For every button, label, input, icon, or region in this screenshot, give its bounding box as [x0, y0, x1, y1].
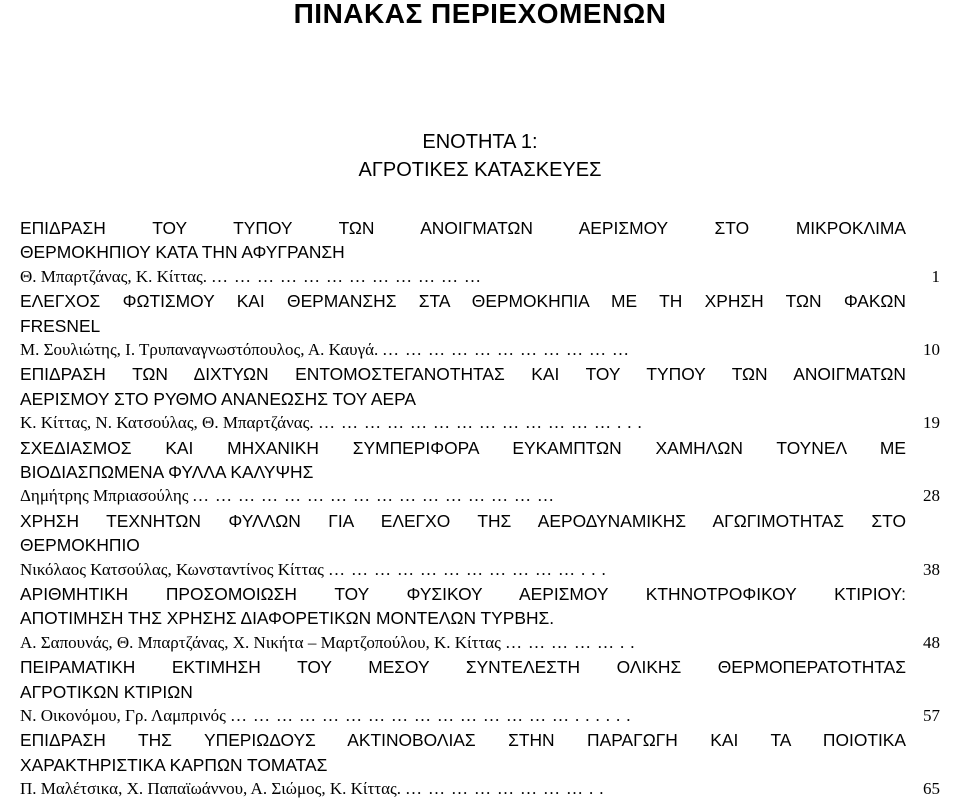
- entry-authors: Ν. Οικονόμου, Γρ. Λαμπρινός: [20, 706, 226, 726]
- entry-page-number: 57: [923, 706, 940, 726]
- entry-authors-line: [20, 411, 940, 435]
- dot-leader: ………………………………: [211, 266, 487, 286]
- dot-leader: ………………………………………......: [230, 706, 637, 726]
- entry-title-line: ΠΕΙΡΑΜΑΤΙΚΗ ΕΚΤΙΜΗΣΗ ΤΟΥ ΜΕΣΟΥ ΣΥΝΤΕΛΕΣΤΗ ΟΛΙΚΗΣ ΘΕΡΜΟΠΕΡΑΤΟΤΗΤΑΣ: [20, 657, 906, 678]
- entry-title-line: ΘΕΡΜΟΚΗΠΙΟ: [20, 535, 140, 556]
- entry-page-number: 1: [931, 266, 940, 286]
- entry-title-line: ΕΠΙΔΡΑΣΗ ΤΗΣ ΥΠΕΡΙΩΔΟΥΣ ΑΚΤΙΝΟΒΟΛΙΑΣ ΣΤΗΝ ΠΑΡΑΓΩΓΗ ΚΑΙ ΤΑ ΠΟΙΟΤΙΚΑ: [20, 730, 906, 751]
- section-number: ΕΝΟΤΗΤΑ 1:: [422, 131, 538, 153]
- dot-leader: …………………………………………: [192, 486, 560, 506]
- entry-page-number: 19: [923, 413, 940, 433]
- dot-leader: ……………………………: [382, 340, 635, 360]
- entry-title-line: ΘΕΡΜΟΚΗΠΙΟΥ ΚΑΤΑ ΤΗΝ ΑΦΥΓΡΑΝΣΗ: [20, 242, 345, 263]
- entry-title-line: ΧΡΗΣΗ ΤΕΧΝΗΤΩΝ ΦΥΛΛΩΝ ΓΙΑ ΕΛΕΓΧΟ ΤΗΣ ΑΕΡΟΔΥΝΑΜΙΚΗΣ ΑΓΩΓΙΜΟΤΗΤΑΣ ΣΤΟ: [20, 510, 906, 531]
- toc-entry: [20, 582, 940, 655]
- entry-authors: Θ. Μπαρτζάνας, Κ. Κίττας.: [20, 266, 208, 286]
- entry-title-line: ΒΙΟΔΙΑΣΠΩΜΕΝΑ ΦΥΛΛΑ ΚΑΛΥΨΗΣ: [20, 462, 314, 483]
- entry-authors: Νικόλαος Κατσούλας, Κωνσταντίνος Κίττας: [20, 559, 324, 579]
- toc-entry: [20, 509, 940, 582]
- page-title: ΠΙΝΑΚΑΣ ΠΕΡΙΕΧΟΜΕΝΩΝ: [293, 0, 667, 29]
- entry-page-number: 38: [923, 559, 940, 579]
- entry-authors: Δημήτρης Μπριασούλης: [20, 486, 189, 506]
- dot-leader: ……………………………...: [328, 559, 612, 579]
- entry-title-line: ΑΡΙΘΜΗΤΙΚΗ ΠΡΟΣΟΜΟΙΩΣΗ ΤΟΥ ΦΥΣΙΚΟΥ ΑΕΡΙΣΜΟΥ ΚΤΗΝΟΤΡΟΦΙΚΟΥ ΚΤΙΡΙΟΥ:: [20, 584, 906, 605]
- entry-page-number: 48: [923, 632, 940, 652]
- entry-authors-line: [20, 704, 940, 728]
- table-of-contents: [20, 216, 940, 802]
- entry-title-line: ΕΠΙΔΡΑΣΗ ΤΟΥ ΤΥΠΟΥ ΤΩΝ ΑΝΟΙΓΜΑΤΩΝ ΑΕΡΙΣΜΟΥ ΣΤΟ ΜΙΚΡΟΚΛΙΜΑ: [20, 218, 906, 238]
- entry-authors-line: [20, 631, 940, 655]
- dot-leader: ……………..: [505, 632, 641, 652]
- entry-authors: Α. Σαπουνάς, Θ. Μπαρτζάνας, Χ. Νικήτα – Μαρτζοπούλου, Κ. Κίττας: [20, 632, 501, 652]
- section-name: ΑΓΡΟΤΙΚΕΣ ΚΑΤΑΣΚΕΥΕΣ: [358, 159, 602, 181]
- entry-title-line: ΑΠΟΤΙΜΗΣΗ ΤΗΣ ΧΡΗΣΗΣ ΔΙΑΦΟΡΕΤΙΚΩΝ ΜΟΝΤΕΛΩΝ ΤΥΡΒΗΣ.: [20, 608, 555, 629]
- entry-title-line: ΑΕΡΙΣΜΟΥ ΣΤΟ ΡΥΘΜΟ ΑΝΑΝΕΩΣΗΣ ΤΟΥ ΑΕΡΑ: [20, 388, 417, 409]
- entry-title-line: ΕΠΙΔΡΑΣΗ ΤΩΝ ΔΙΧΤΥΩΝ ΕΝΤΟΜΟΣΤΕΓΑΝΟΤΗΤΑΣ ΚΑΙ ΤΟΥ ΤΥΠΟΥ ΤΩΝ ΑΝΟΙΓΜΑΤΩΝ: [20, 364, 906, 385]
- entry-authors-line: [20, 338, 940, 362]
- section-heading: [0, 128, 960, 184]
- entry-title-line: ΕΛΕΓΧΟΣ ΦΩΤΙΣΜΟΥ ΚΑΙ ΘΕΡΜΑΝΣΗΣ ΣΤΑ ΘΕΡΜΟΚΗΠΙΑ ΜΕ ΤΗ ΧΡΗΣΗ ΤΩΝ ΦΑΚΩΝ: [20, 291, 906, 312]
- toc-entry: [20, 436, 940, 509]
- entry-title-line: ΧΑΡΑΚΤΗΡΙΣΤΙΚΑ ΚΑΡΠΩΝ ΤΟΜΑΤΑΣ: [20, 754, 328, 775]
- entry-authors-line: [20, 265, 940, 289]
- entry-authors: Μ. Σουλιώτης, Ι. Τρυπαναγνωστόπουλος, Α. Καυγά.: [20, 340, 379, 360]
- toc-entry: [20, 728, 940, 801]
- dot-leader: ……………………..: [405, 779, 610, 799]
- entry-authors-line: [20, 777, 940, 801]
- toc-entry: [20, 655, 940, 728]
- dot-leader: …………………………………...: [318, 413, 648, 433]
- entry-authors-line: [20, 484, 940, 508]
- entry-title-line: ΣΧΕΔΙΑΣΜΟΣ ΚΑΙ ΜΗΧΑΝΙΚΗ ΣΥΜΠΕΡΙΦΟΡΑ ΕΥΚΑΜΠΤΩΝ ΧΑΜΗΛΩΝ ΤΟΥΝΕΛ ΜΕ: [20, 437, 906, 458]
- entry-authors-line: [20, 558, 940, 582]
- entry-title-line: FRESNEL: [20, 315, 101, 336]
- toc-entry: [20, 362, 940, 435]
- entry-page-number: 65: [923, 779, 940, 799]
- toc-entry: [20, 216, 940, 289]
- entry-title-line: ΑΓΡΟΤΙΚΩΝ ΚΤΙΡΙΩΝ: [20, 681, 193, 702]
- toc-entry: [20, 289, 940, 362]
- entry-page-number: 10: [923, 340, 940, 360]
- entry-authors: Π. Μαλέτσικα, Χ. Παπαϊωάννου, Α. Σιώμος, Κ. Κίττας.: [20, 779, 402, 799]
- entry-page-number: 28: [923, 486, 940, 506]
- entry-authors: Κ. Κίττας, Ν. Κατσούλας, Θ. Μπαρτζάνας.: [20, 413, 314, 433]
